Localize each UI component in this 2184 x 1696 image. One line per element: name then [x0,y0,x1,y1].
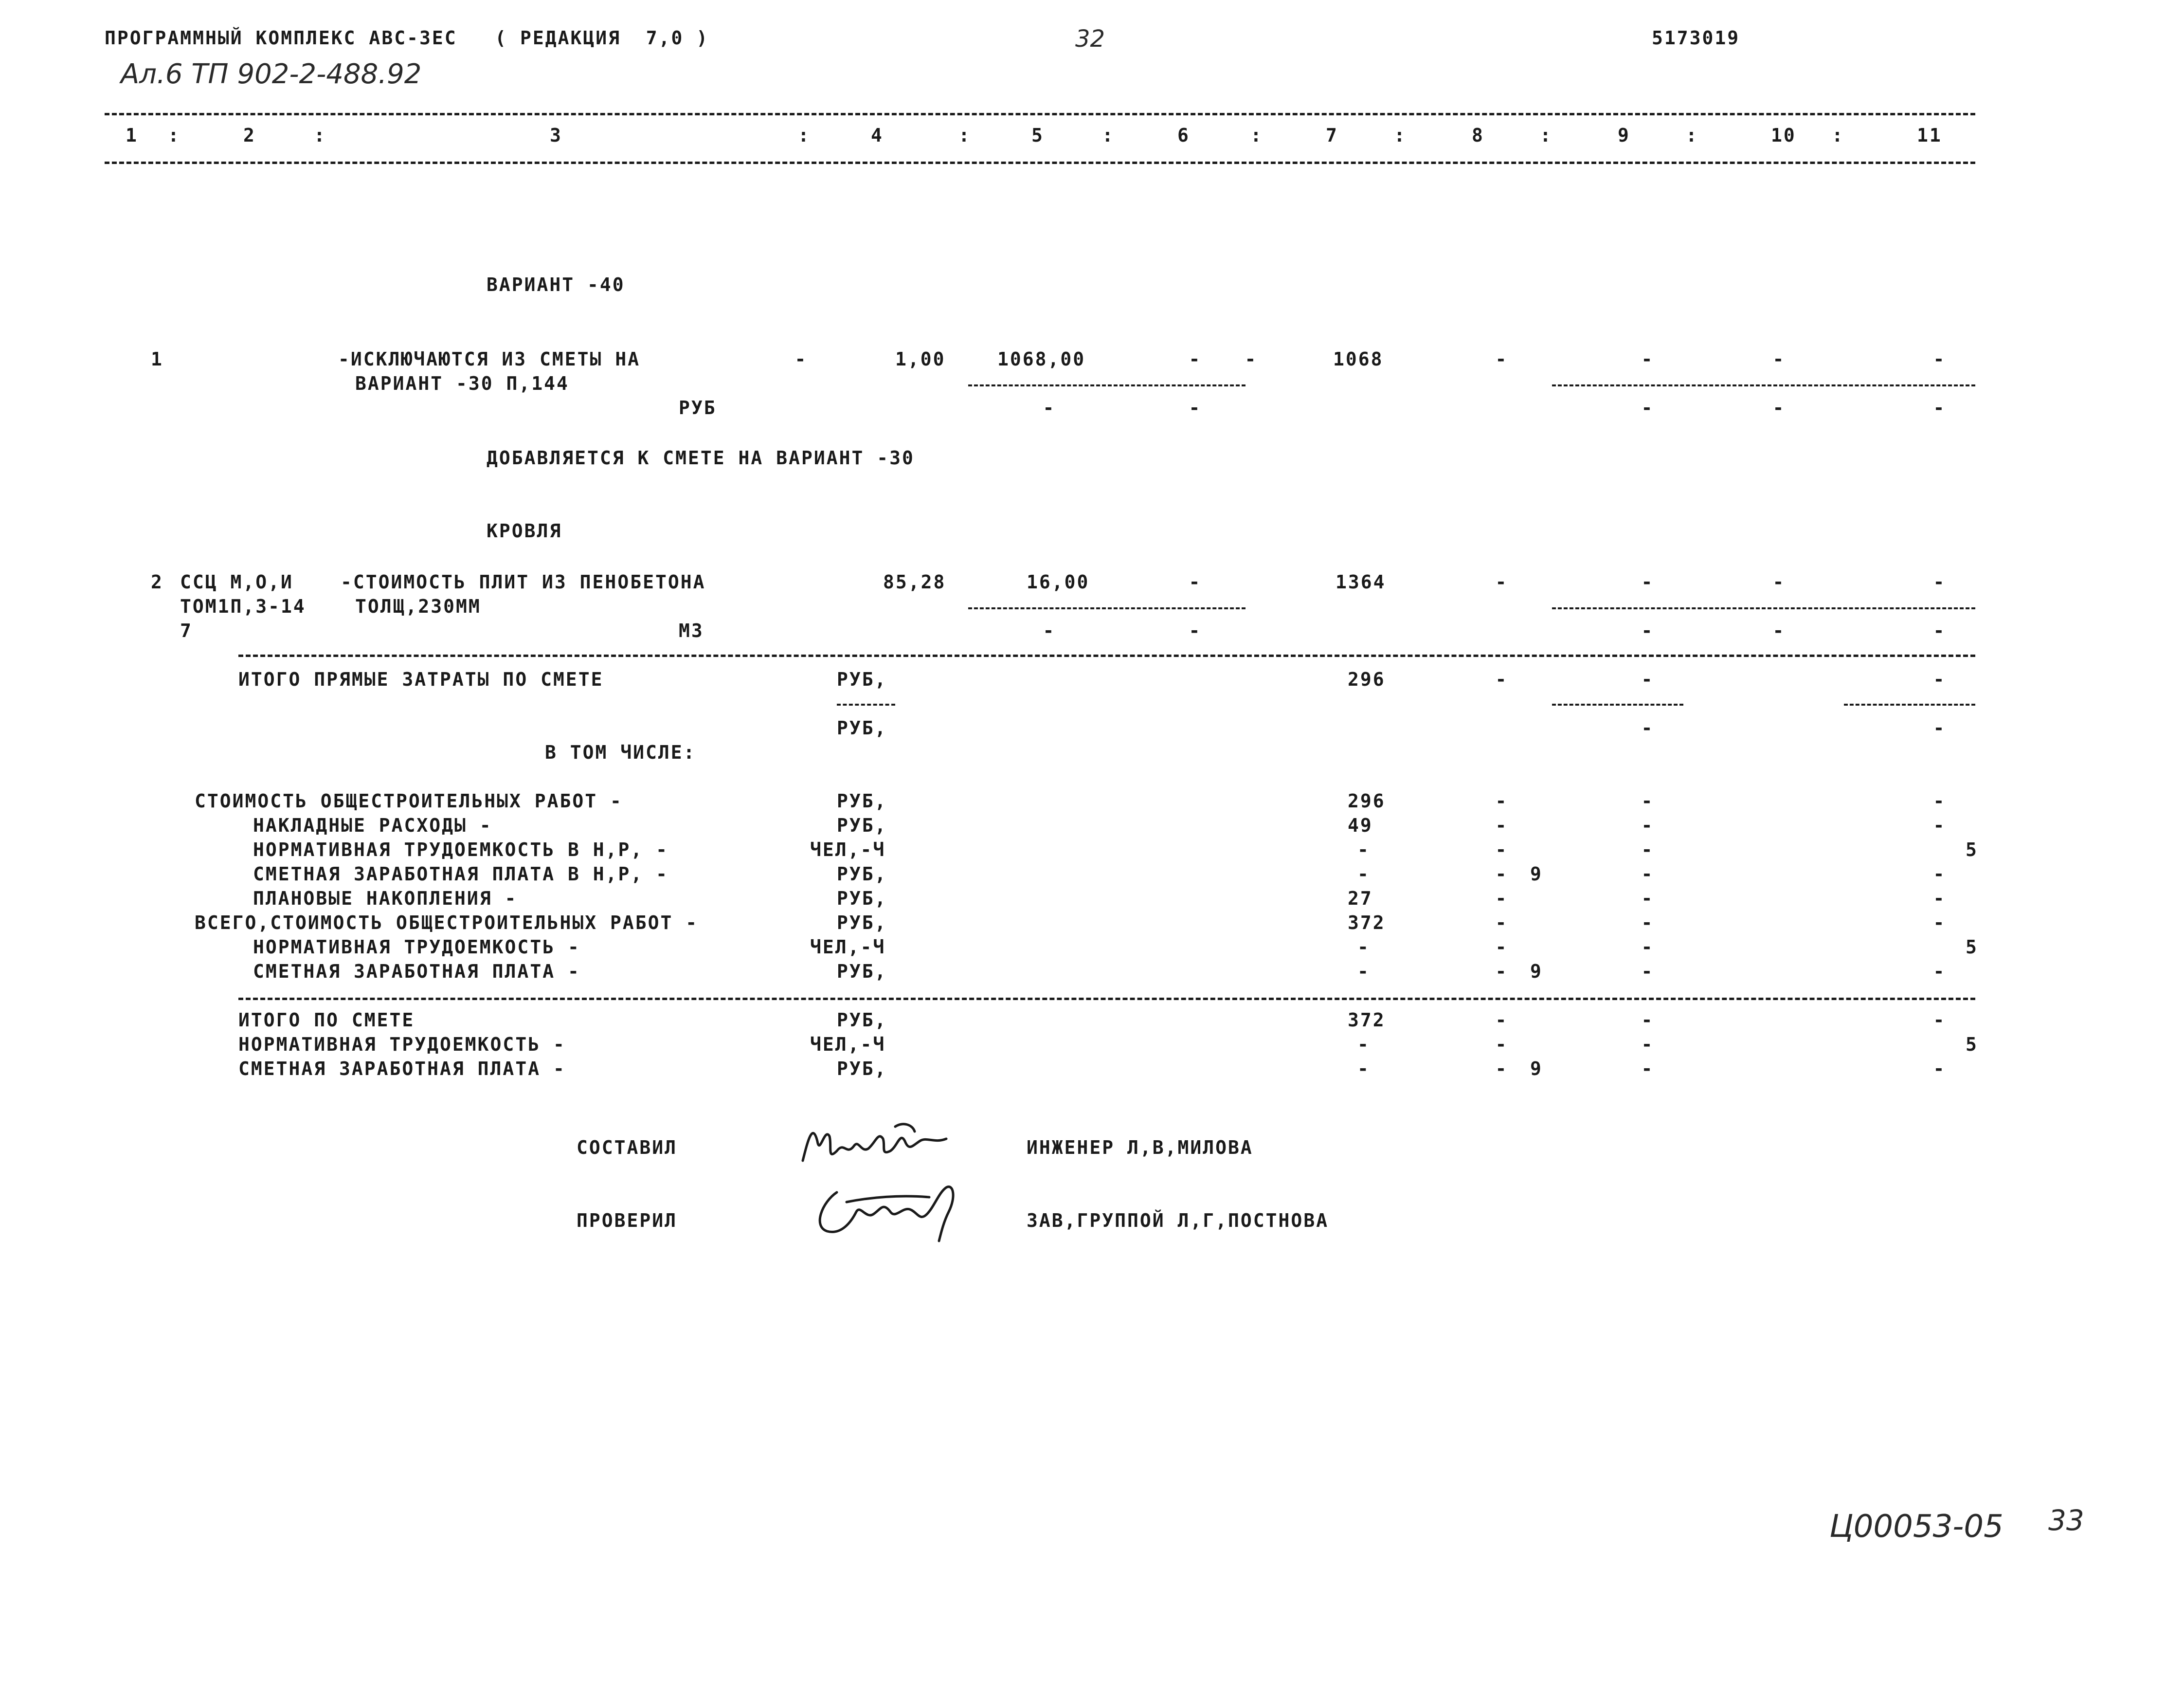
column-header-3: 3 [550,125,562,146]
summary-row-col7: - [1357,961,1370,982]
summary-row-col8-value: 9 [1530,863,1543,885]
summary-row-col9-dash: - [1641,815,1653,836]
row2-col10-dash: - [1772,571,1784,593]
summary-row-col8-dash: - [1495,1034,1507,1055]
summary-row-label: НОРМАТИВНАЯ ТРУДОЕМКОСТЬ В Н,Р, - [253,839,668,860]
summary-row-col9-dash: - [1641,961,1653,982]
direct-costs-col9-dash: - [1641,669,1653,690]
summary-row-col9-dash: - [1641,863,1653,885]
section-title: КРОВЛЯ [487,520,562,542]
summary-row-unit: ЧЕЛ,-Ч [810,936,886,958]
summary-row-unit: РУБ, [837,1009,887,1031]
row2-desc-line2: ТОЛЩ,230ММ [355,596,481,617]
summary-row-label: СМЕТНАЯ ЗАРАБОТНАЯ ПЛАТА - [253,961,580,982]
summary-row-col9-dash: - [1641,912,1653,933]
column-header-8: 8 [1472,125,1484,146]
summary-row-col9-dash: - [1641,839,1653,860]
summary-row-col8-dash: - [1495,1058,1507,1079]
summary-row-col11-value: - [1933,961,1945,982]
row1-quantity: 1,00 [895,348,946,370]
row2-number: 2 [151,571,163,593]
doc-code: 5173019 [1652,27,1740,49]
summary-row-col11-value: 5 [1966,839,1978,860]
row1-total: 1068 [1333,348,1384,370]
summary-row-col7: 372 [1348,1009,1386,1031]
row2-sub-col9-dash: - [1641,620,1653,641]
header-rule-bottom [105,162,1975,164]
summary-row-col11-value: - [1933,888,1945,909]
compiled-name: ИНЖЕНЕР Л,В,МИЛОВА [1027,1137,1253,1158]
summary-row-unit: РУБ, [837,912,887,933]
summary-row-col8-dash: - [1495,961,1507,982]
summary-row-col9-dash: - [1641,936,1653,958]
summary-row-col8-dash: - [1495,1009,1507,1031]
summary-row-label: СМЕТНАЯ ЗАРАБОТНАЯ ПЛАТА - [238,1058,566,1079]
row1-rule-5-6 [968,384,1245,386]
summary-row-col9-dash: - [1641,790,1653,812]
column-separator: : [1686,125,1698,146]
summary-row-col11-value: - [1933,790,1945,812]
direct-costs-col11-dash: - [1933,669,1945,690]
column-header-11: 11 [1917,125,1942,146]
summary-row-col7: 49 [1348,815,1373,836]
row1-sub-col9-dash: - [1641,397,1653,419]
column-header-2: 2 [243,125,256,146]
row1-sub-col5-dash: - [1043,397,1054,419]
summary-row-col11-value: - [1933,815,1945,836]
summary-row-unit: РУБ, [837,790,887,812]
column-separator: : [1832,125,1844,146]
direct-costs-col9-rule [1552,704,1683,706]
summary-row-col8-dash: - [1495,839,1507,860]
summary-row-col11-value: - [1933,1058,1945,1079]
summary-row-col9-dash: - [1641,888,1653,909]
row1-col10-dash: - [1772,348,1784,370]
summary-row-unit: РУБ, [837,1058,887,1079]
checked-label: ПРОВЕРИЛ [577,1210,678,1231]
summary-row-col11-value: - [1933,912,1945,933]
row1-rule-9-11 [1552,384,1975,386]
direct-costs-sub-unit: РУБ, [837,717,887,739]
compiled-label: СОСТАВИЛ [577,1137,678,1158]
row1-col8-dash: - [1495,348,1507,370]
summary-row-col8-dash: - [1495,863,1507,885]
direct-costs-unit: РУБ, [837,669,887,690]
row2-code-line1: ССЦ М,О,И [180,571,293,593]
row1-unit: РУБ [679,397,717,419]
variant-title: ВАРИАНТ -40 [487,274,625,295]
row1-desc-line2: ВАРИАНТ -30 П,144 [355,373,569,394]
summary-row-col7: 27 [1348,888,1373,909]
row2-rule-5-6 [968,607,1245,609]
summary-row-col8-dash: - [1495,936,1507,958]
row2-code-line2: ТОМ1П,3-14 [180,596,306,617]
row2-col9-dash: - [1641,571,1653,593]
row2-rule-9-11 [1552,607,1975,609]
summary-rule-top [238,655,1975,657]
summary-row-col7: - [1357,1034,1370,1055]
summary-row-col8-dash: - [1495,888,1507,909]
summary-row-unit: РУБ, [837,863,887,885]
row2-desc-line1: -СТОИМОСТЬ ПЛИТ ИЗ ПЕНОБЕТОНА [341,571,706,593]
row1-col6-dash-b: - [1245,348,1256,370]
summary-row-unit: РУБ, [837,888,887,909]
direct-costs-sub-col11-dash: - [1933,717,1945,739]
page-number: 32 [1075,25,1105,53]
summary-row-label: ВСЕГО,СТОИМОСТЬ ОБЩЕСТРОИТЕЛЬНЫХ РАБОТ - [195,912,699,933]
add-note: ДОБАВЛЯЕТСЯ К СМЕТЕ НА ВАРИАНТ -30 [487,447,915,469]
row2-price: 16,00 [1027,571,1090,593]
summary-row-label: НОРМАТИВНАЯ ТРУДОЕМКОСТЬ - [238,1034,566,1055]
summary-row-unit: ЧЕЛ,-Ч [810,839,886,860]
summary-row-col9-dash: - [1641,1058,1653,1079]
summary-row-col9-dash: - [1641,1009,1653,1031]
column-separator: : [798,125,811,146]
summary-row-col8-value: 9 [1530,961,1543,982]
summary-row-col11-value: 5 [1966,936,1978,958]
column-separator: : [1540,125,1552,146]
summary-row-label: СТОИМОСТЬ ОБЩЕСТРОИТЕЛЬНЫХ РАБОТ - [195,790,623,812]
summary-row-unit: ЧЕЛ,-Ч [810,1034,886,1055]
direct-costs-col8-dash: - [1495,669,1507,690]
column-header-4: 4 [871,125,884,146]
summary-row-col8-dash: - [1495,815,1507,836]
handwritten-reference: Ал.6 ТП 902-2-488.92 [121,58,422,90]
row2-col11-dash: - [1933,571,1945,593]
checked-signature [808,1173,968,1246]
row1-sub-col11-dash: - [1933,397,1945,419]
row1-col6-dash-a: - [1189,348,1200,370]
row1-col4-dash: - [794,348,806,370]
summary-row-col7: - [1357,863,1370,885]
row2-total: 1364 [1336,571,1386,593]
checked-name: ЗАВ,ГРУППОЙ Л,Г,ПОСТНОВА [1027,1210,1329,1231]
summary-row-col11-value: - [1933,863,1945,885]
sheet-number: 33 [2048,1504,2084,1537]
summary-row-col11-value: - [1933,1009,1945,1031]
summary-row-col11-value: 5 [1966,1034,1978,1055]
summary-row-col7: 296 [1348,790,1386,812]
column-header-7: 7 [1326,125,1338,146]
row2-sub-col6-dash: - [1189,620,1200,641]
row2-sub-col10-dash: - [1772,620,1784,641]
column-header-5: 5 [1031,125,1044,146]
row2-sub-col11-dash: - [1933,620,1945,641]
row1-price: 1068,00 [997,348,1086,370]
summary-row-col7: - [1357,1058,1370,1079]
row1-col9-dash: - [1641,348,1653,370]
row1-number: 1 [151,348,163,370]
summary-rule-bottom [238,998,1975,1000]
column-header-9: 9 [1618,125,1630,146]
row1-sub-col10-dash: - [1772,397,1784,419]
direct-costs-col11-rule [1844,704,1975,706]
row2-code-line3: 7 [180,620,193,641]
row1-sub-col6-dash: - [1189,397,1200,419]
summary-row-col8-dash: - [1495,790,1507,812]
program-title: ПРОГРАММНЫЙ КОМПЛЕКС АВС-3ЕС ( РЕДАКЦИЯ 7,0 ) [105,27,709,49]
column-separator: : [1102,125,1115,146]
including-label: В ТОМ ЧИСЛЕ: [545,742,696,763]
row2-col8-dash: - [1495,571,1507,593]
column-separator: : [168,125,180,146]
summary-row-col7: - [1357,936,1370,958]
compiled-signature [798,1112,954,1175]
summary-row-col8-dash: - [1495,912,1507,933]
column-separator: : [1250,125,1263,146]
summary-row-col7: 372 [1348,912,1386,933]
direct-costs-value: 296 [1348,669,1386,690]
summary-row-label: СМЕТНАЯ ЗАРАБОТНАЯ ПЛАТА В Н,Р, - [253,863,668,885]
summary-row-col9-dash: - [1641,1034,1653,1055]
summary-row-col8-value: 9 [1530,1058,1543,1079]
row1-desc-line1: -ИСКЛЮЧАЮТСЯ ИЗ СМЕТЫ НА [338,348,641,370]
column-header-6: 6 [1177,125,1190,146]
direct-costs-sub-col9-dash: - [1641,717,1653,739]
summary-row-label: ПЛАНОВЫЕ НАКОПЛЕНИЯ - [253,888,518,909]
summary-row-unit: РУБ, [837,815,887,836]
column-separator: : [1394,125,1407,146]
summary-row-col7: - [1357,839,1370,860]
summary-row-label: НАКЛАДНЫЕ РАСХОДЫ - [253,815,492,836]
column-separator: : [314,125,326,146]
summary-row-label: НОРМАТИВНАЯ ТРУДОЕМКОСТЬ - [253,936,580,958]
column-header-10: 10 [1771,125,1796,146]
direct-costs-unit-rule [837,704,895,706]
summary-row-unit: РУБ, [837,961,887,982]
column-separator: : [958,125,971,146]
summary-row-label: ИТОГО ПО СМЕТЕ [238,1009,415,1031]
stamp-code: Ц00053-05 [1829,1509,2004,1545]
direct-costs-label: ИТОГО ПРЯМЫЕ ЗАТРАТЫ ПО СМЕТЕ [238,669,604,690]
row2-sub-col5-dash: - [1043,620,1054,641]
column-header-1: 1 [126,125,138,146]
row2-col6-dash: - [1189,571,1200,593]
row1-col11-dash: - [1933,348,1945,370]
row2-unit: М3 [679,620,704,641]
header-rule-top [105,113,1975,115]
row2-quantity: 85,28 [883,571,946,593]
